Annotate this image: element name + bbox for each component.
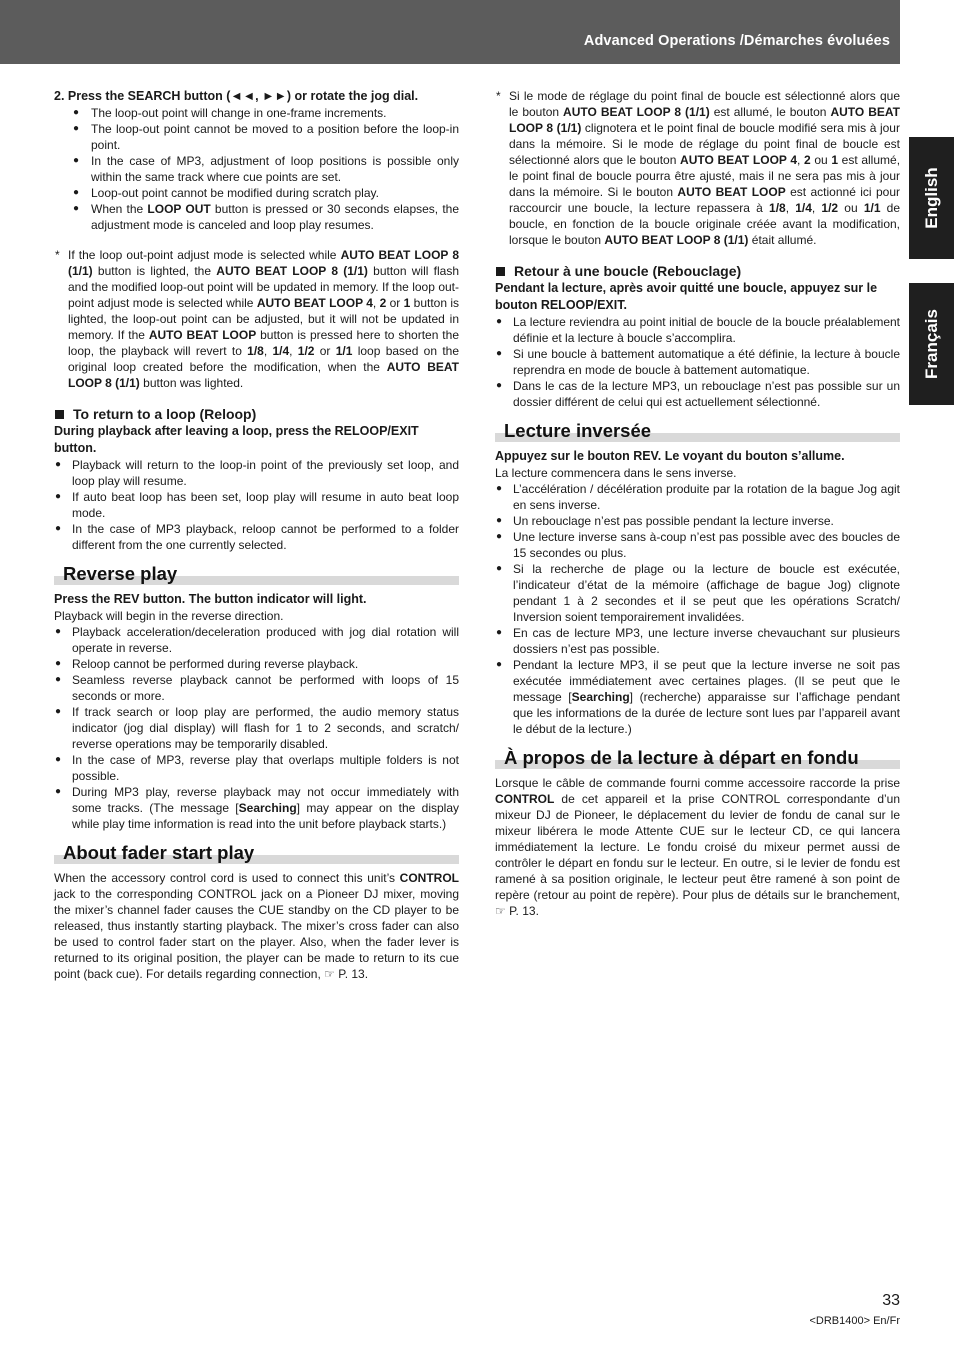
list-item: ● In the case of MP3, reverse play that overlaps multiple folders is not possible. [54,752,459,784]
tab-english-label: English [921,167,941,229]
header-title: Advanced Operations /Démarches évoluées [583,33,890,49]
fader-start-paragraph-fr: Lorsque le câble de commande fourni comme accessoire raccorde la prise CONTROL de cet appareil et la prise CONTROL correspondante d’un mixeur DJ de Pioneer, le déplacement du levier de fondu de canal sur le mixeur libérera le mode Attente CUE sur le lecteur CD, ce qui lancera immédiatement la lecture. Le fondu croisé du mixeur permet aussi de contrôler le départ en fondu sur le lecteur. En outre, si le levier de fondu est ramené à sa position originale, le lecteur peut être ramené à son point de repère (retour au point de repère). Pour plus de détails sur le branchement, ☞ P. 13. [495,776,900,918]
french-column [495,88,900,919]
loop-out-note: * If the loop out-point adjust mode is selected while AUTO BEAT LOOP 8 (1/1) button is lighted, the AUTO BEAT LOOP 8 (1/1) button will flash and the modified loop-out point will be updated in memory. If the loop out-point adjust mode is selected while AUTO BEAT LOOP 4, 2 or 1 button is lighted, the loop-out point can be adjusted, but it will not be updated in memory. If the AUTO BEAT LOOP button is pressed here to shorten the loop, the playback will revert to 1/8, 1/4, 1/2 or 1/1 loop based on the original loop created before the modification, when the AUTO BEAT LOOP 8 (1/1) button was lighted. [54,247,459,391]
list-item: ● En cas de lecture MP3, une lecture inverse chevauchant sur plusieurs dossiers n’est pas possible. [495,625,900,657]
list-item: ● The loop-out point cannot be moved to a position before the loop-in point. [54,121,459,153]
reloop-instruction: During playback after leaving a loop, press the RELOOP/EXIT button. [54,424,419,455]
document-code: <DRB1400> En/Fr [809,1315,900,1327]
list-item: ● La lecture reviendra au point initial de boucle de la boucle préalablement définie et la lecture à boucle s’accomplira. [495,314,900,346]
reverse-play-title: Reverse play [63,563,178,584]
tab-francais[interactable] [909,283,954,405]
reverse-play-instruction-fr: Appuyez sur le bouton REV. Le voyant du bouton s’allume. [495,449,845,463]
reloop-subheading-fr: Retour à une boucle (Rebouclage) [495,262,900,280]
reverse-play-bullets-fr [495,481,900,737]
fader-start-section-heading [54,842,459,866]
reverse-play-intro: Playback will begin in the reverse direction. [54,609,284,623]
list-item: ● Un rebouclage n’est pas possible pendant la lecture inverse. [495,513,900,529]
list-item: ● Playback acceleration/deceleration produced with jog dial rotation will operate in reverse. [54,624,459,656]
tab-english[interactable] [909,137,954,259]
reloop-instruction-fr: Pendant la lecture, après avoir quitté une boucle, appuyez sur le bouton RELOOP/EXIT. [495,281,878,312]
reloop-bullets-fr [495,314,900,410]
reverse-play-title-fr: Lecture inversée [504,420,652,441]
reverse-play-section-heading-fr [495,420,900,444]
reloop-subheading: To return to a loop (Reloop) [54,405,459,423]
fader-start-paragraph: When the accessory control cord is used to connect this unit’s CONTROL jack to the corresponding CONTROL jack on a Pioneer DJ mixer, moving the mixer’s channel fader causes the CUE standby on the CD player to be released, thus instantly starting playback. The mixer’s cross fader can also be used to control fader start on the player. Also, when the fader lever is returned to its original position, the player can be made to return to its cue point (back cue). For details regarding connection, ☞ P. 13. [54,871,459,981]
reloop-bullets [54,457,459,553]
fader-start-section-heading-fr [495,747,900,771]
list-item: ● Pendant la lecture MP3, il se peut que la lecture inverse ne soit pas exécutée immédiatement avec certaines plages. (Il se peut que le message [Searching] (recherche) apparaisse sur l’affichage pendant que les informations de la durée de lecture sont lues par l’appareil avant le début de la lecture.) [495,657,900,737]
step-2-bullets [54,105,459,233]
reverse-play-instruction: Press the REV button. The button indicator will light. [54,592,367,606]
list-item: ● L’accélération / décélération produite par la rotation de la bague Jog agit en sens inverse. [495,481,900,513]
fader-start-title-fr: À propos de la lecture à départ en fondu [504,747,859,768]
list-item: ● When the LOOP OUT button is pressed or 30 seconds elapses, the adjustment mode is canceled and loop play resumes. [54,201,459,233]
list-item: ● Reloop cannot be performed during reverse playback. [54,656,459,672]
fader-start-title: About fader start play [63,842,255,863]
step-2-heading: 2. Press the SEARCH button (◄◄, ►►) or rotate the jog dial. [54,89,419,103]
list-item: ● Seamless reverse playback cannot be performed with loops of 15 seconds or more. [54,672,459,704]
list-item: ● Une lecture inverse sans à-coup n’est pas possible avec des boucles de 15 secondes ou plus. [495,529,900,561]
list-item: ● If auto beat loop has been set, loop play will resume in auto beat loop mode. [54,489,459,521]
list-item: ● Si la recherche de plage ou la lecture de boucle est exécutée, l’indicateur d’état de la mémoire (affichage de bague Jog) clignote pendant 1 à 2 secondes et il se peut que les opérations Scratch/ Inversion soient temporairement invalidées. [495,561,900,625]
list-item: ● Si une boucle à battement automatique a été définie, la lecture à boucle reprendra en mode de boucle à battement automatique. [495,346,900,378]
list-item: ● Loop-out point cannot be modified during scratch play. [54,185,459,201]
list-item: ● In the case of MP3, adjustment of loop positions is possible only within the same track where cue points are set. [54,153,459,185]
reverse-play-intro-fr: La lecture commencera dans le sens inverse. [495,466,737,480]
header-bar [0,0,900,64]
page-number: 33 [882,1292,900,1309]
list-item: ● If track search or loop play are performed, the audio memory status indicator (jog dial display) will flash for 1 to 2 seconds, and scratch/ reverse operations may be temporarily disabled. [54,704,459,752]
list-item: ● In the case of MP3 playback, reloop cannot be performed to a folder different from the one currently selected. [54,521,459,553]
list-item: ● The loop-out point will change in one-frame increments. [54,105,459,121]
list-item: ● Playback will return to the loop-in point of the previously set loop, and loop play will resume. [54,457,459,489]
reverse-play-section-heading [54,563,459,587]
tab-francais-label: Français [921,309,941,379]
reverse-play-bullets [54,624,459,832]
english-column [54,88,459,982]
list-item: ● During MP3 play, reverse playback may not occur immediately with some tracks. (The message [Searching] may appear on the display while play time information is read into the unit before playback starts.) [54,784,459,832]
loop-out-note-fr: * Si le mode de réglage du point final de boucle est sélectionné alors que le bouton AUTO BEAT LOOP 8 (1/1) est allumé, le bouton AUTO BEAT LOOP 8 (1/1) clignotera et le point final de boucle modifié sera mis à jour dans la mémoire. Si le mode de réglage du point final de boucle est sélectionné alors que le bouton AUTO BEAT LOOP 4, 2 ou 1 est allumé, le point final de boucle pourra être ajusté, mais il ne sera pas mis à jour dans la mémoire. Si le bouton AUTO BEAT LOOP est actionné ici pour raccourcir une boucle, la lecture repassera à 1/8, 1/4, 1/2 ou 1/1 de boucle, en fonction de la boucle originale créée avant la modification, lorsque le bouton AUTO BEAT LOOP 8 (1/1) était allumé. [495,88,900,248]
list-item: ● Dans le cas de la lecture MP3, un rebouclage n’est pas possible sur un dossier différent de celui qui est actuellement sélectionné. [495,378,900,410]
